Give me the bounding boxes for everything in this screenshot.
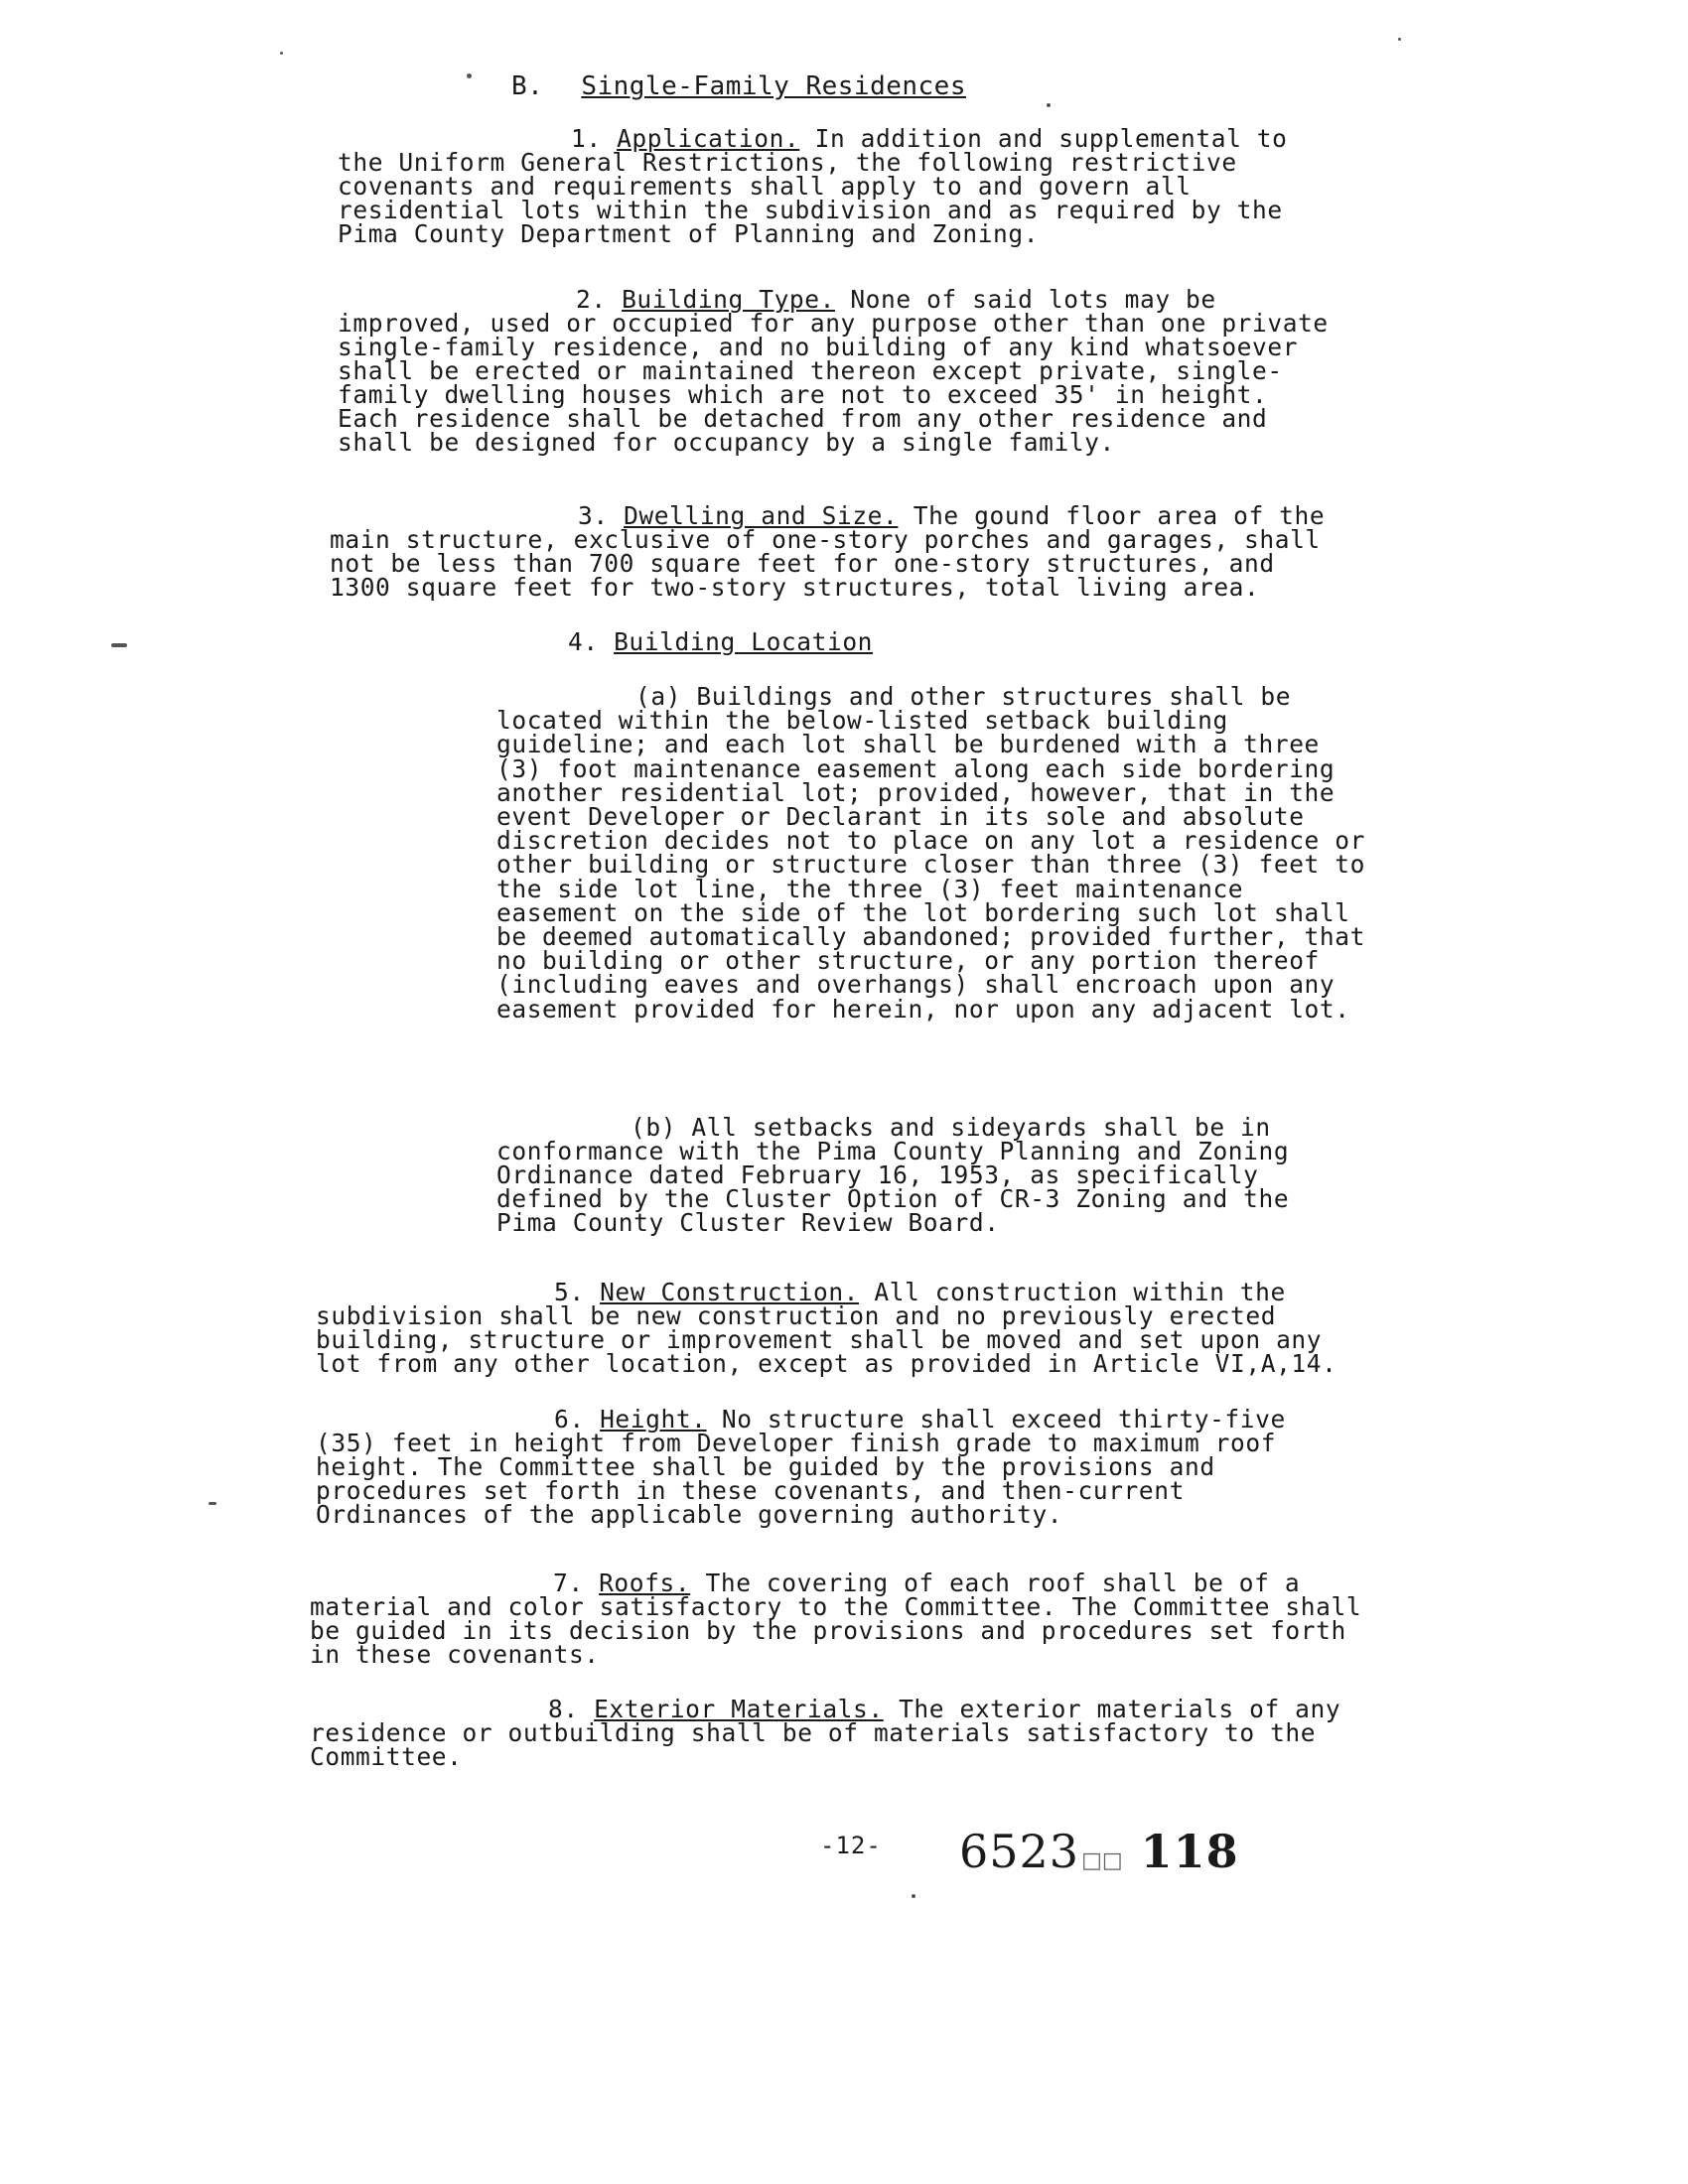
subparagraph-a [496, 682, 1380, 1024]
subparagraph-label: (b) [631, 1113, 677, 1142]
paragraph-body: No structure shall exceed thirty-five (35) feet in height from Developer finish grade to maximum roof height. The Committee shall be guided by the provisions and procedures set forth in these covenants, and then-current Ordinances of the applicable governing authority. [316, 1405, 1286, 1529]
paragraph-title: Height. [600, 1405, 707, 1433]
docket-stamp [959, 1825, 1239, 1878]
subparagraph-b [496, 1113, 1340, 1237]
paragraph-new-construction [316, 1278, 1358, 1378]
paragraph-body: All construction within the subdivision shall be new construction and no previously erected building, structure or improvement shall be moved and set upon any lot from any other location, except as provided in Article VI,A,14. [316, 1278, 1337, 1378]
paragraph-building-location-heading [568, 627, 1064, 656]
paragraph-title: Exterior Materials. [594, 1695, 884, 1723]
paragraph-title: Building Type. [622, 285, 835, 314]
scan-speck [1398, 38, 1401, 41]
section-heading [511, 71, 966, 101]
section-marker: B. [511, 71, 544, 101]
docket-number: 6523 [959, 1825, 1080, 1878]
paragraph-application [338, 124, 1340, 248]
scan-speck [1047, 103, 1051, 107]
paragraph-number: 6. [554, 1405, 585, 1433]
paragraph-number: 2. [576, 285, 607, 314]
paragraph-number: 4. [568, 627, 599, 656]
paragraph-number: 1. [571, 124, 602, 153]
paragraph-title: Building Location [614, 627, 874, 656]
paragraph-building-type [338, 285, 1340, 457]
paragraph-roofs [310, 1571, 1362, 1667]
paragraph-body: The covering of each roof shall be of a material and color satisfactory to the Committee. The Committee shall be guided in its decision by the provisions and procedures set forth in these covenants. [310, 1569, 1362, 1669]
paragraph-body: None of said lots may be improved, used or occupied for any purpose other than one private single-family residence, and no building of any kind whatsoever shall be erected or maintained thereon except private, single-family dwelling houses which are not to exceed 35' in height. Each residence shall be detached from any other residence and shall be designed for occupancy by a single family. [338, 285, 1329, 457]
docket-page: 118 [1140, 1825, 1239, 1878]
paragraph-dwelling-size [330, 501, 1342, 602]
paragraph-body: The exterior materials of any residence or outbuilding shall be of materials satisfactory to the Committee. [310, 1695, 1341, 1771]
scan-speck [209, 1502, 216, 1505]
paragraph-title: New Construction. [600, 1278, 860, 1306]
paragraph-title: Roofs. [599, 1569, 691, 1597]
scan-speck [912, 1894, 915, 1898]
page-number: -12- [820, 1832, 882, 1859]
paragraph-number: 3. [578, 501, 609, 530]
paragraph-body: The gound floor area of the main structure, exclusive of one-story porches and garages, shall not be less than 700 square feet for one-story structures, and 1300 square feet for two-story structures, total living area. [330, 501, 1326, 602]
subparagraph-body: All setbacks and sideyards shall be in conformance with the Pima County Planning and Zoning Ordinance dated February 16, 1953, as specifically defined by the Cluster Option of CR-3 Zoning and the Pima County Cluster Review Board. [496, 1113, 1290, 1237]
paragraph-number: 8. [548, 1695, 579, 1723]
scan-speck [467, 73, 472, 78]
paragraph-exterior-materials [310, 1695, 1362, 1771]
paragraph-body: In addition and supplemental to the Uniform General Restrictions, the following restrictive covenants and requirements shall apply to and govern all residential lots within the subdivision and as required by the Pima County Department of Planning and Zoning. [338, 124, 1288, 248]
scan-speck [280, 52, 283, 55]
paragraph-number: 7. [553, 1569, 584, 1597]
docket-separator: □□ [1081, 1848, 1123, 1873]
scan-speck [111, 643, 127, 647]
paragraph-height [316, 1405, 1348, 1529]
subparagraph-body: Buildings and other structures shall be located within the below-listed setback building guideline; and each lot shall be burdened with a three (3) foot maintenance easement along each side bordering another residential lot; provided, however, that in the event Developer or Declarant in its sole and absolute discretion decides not to place on any lot a residence or other building or structure closer than three (3) feet to the side lot line, the three (3) feet maintenance easement on the side of the lot bordering such lot shall be deemed automatically abandoned; provided further, that no building or other structure, or any portion thereof (including eaves and overhangs) shall encroach upon any easement provided for herein, nor upon any adjacent lot. [496, 682, 1365, 1024]
section-title: Single-Family Residences [581, 71, 966, 101]
subparagraph-label: (a) [635, 682, 682, 711]
paragraph-title: Dwelling and Size. [624, 501, 899, 530]
paragraph-number: 5. [554, 1278, 585, 1306]
paragraph-title: Application. [617, 124, 800, 153]
